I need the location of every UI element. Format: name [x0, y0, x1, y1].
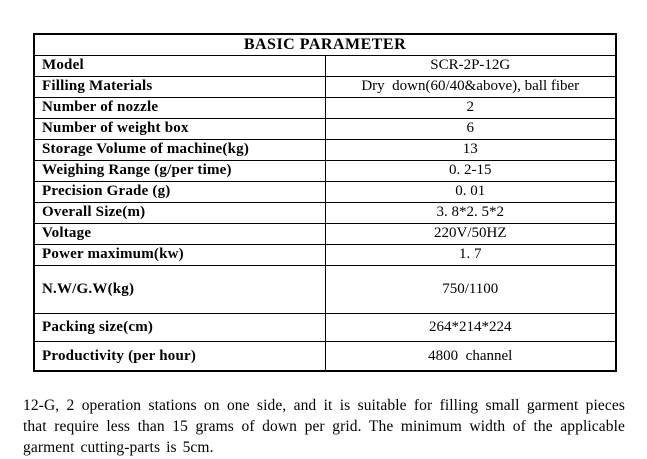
param-value: 3. 8*2. 5*2 — [325, 202, 616, 223]
param-value: 4800 channel — [325, 341, 616, 371]
param-value: SCR-2P-12G — [325, 55, 616, 76]
param-value: 0. 01 — [325, 181, 616, 202]
table-title-row — [34, 34, 616, 55]
table-row — [34, 313, 616, 341]
table-row — [34, 341, 616, 371]
table-row — [34, 76, 616, 97]
param-label: Storage Volume of machine(kg) — [34, 139, 325, 160]
description-note: 12-G, 2 operation stations on one side, and it is suitable for filling small garment pieces that require less than 15 grams of down per grid. The minimum width of the applicable garment cutting-parts is 5cm. — [23, 397, 625, 456]
basic-parameter-table — [33, 33, 617, 372]
param-label: Voltage — [34, 223, 325, 244]
table-title: BASIC PARAMETER — [34, 34, 616, 55]
table-row — [34, 265, 616, 313]
param-label: Power maximum(kw) — [34, 244, 325, 265]
param-label: Weighing Range (g/per time) — [34, 160, 325, 181]
table-row — [34, 55, 616, 76]
table-row — [34, 97, 616, 118]
param-value: 750/1100 — [325, 265, 616, 313]
param-value: 6 — [325, 118, 616, 139]
table-row — [34, 181, 616, 202]
param-value: 220V/50HZ — [325, 223, 616, 244]
param-value: 0. 2-15 — [325, 160, 616, 181]
param-value: Dry down(60/40&above), ball fiber — [325, 76, 616, 97]
param-label: Precision Grade (g) — [34, 181, 325, 202]
param-label: Number of nozzle — [34, 97, 325, 118]
param-value: 264*214*224 — [325, 313, 616, 341]
table-row — [34, 118, 616, 139]
param-label: Productivity (per hour) — [34, 341, 325, 371]
param-label: Model — [34, 55, 325, 76]
param-label: Filling Materials — [34, 76, 325, 97]
param-value: 1. 7 — [325, 244, 616, 265]
param-label: Packing size(cm) — [34, 313, 325, 341]
table-row — [34, 244, 616, 265]
parameter-table-body — [34, 34, 616, 371]
table-row — [34, 160, 616, 181]
param-value: 2 — [325, 97, 616, 118]
table-row — [34, 202, 616, 223]
param-label: Overall Size(m) — [34, 202, 325, 223]
param-label: Number of weight box — [34, 118, 325, 139]
param-value: 13 — [325, 139, 616, 160]
param-label: N.W/G.W(kg) — [34, 265, 325, 313]
table-row — [34, 223, 616, 244]
table-row — [34, 139, 616, 160]
